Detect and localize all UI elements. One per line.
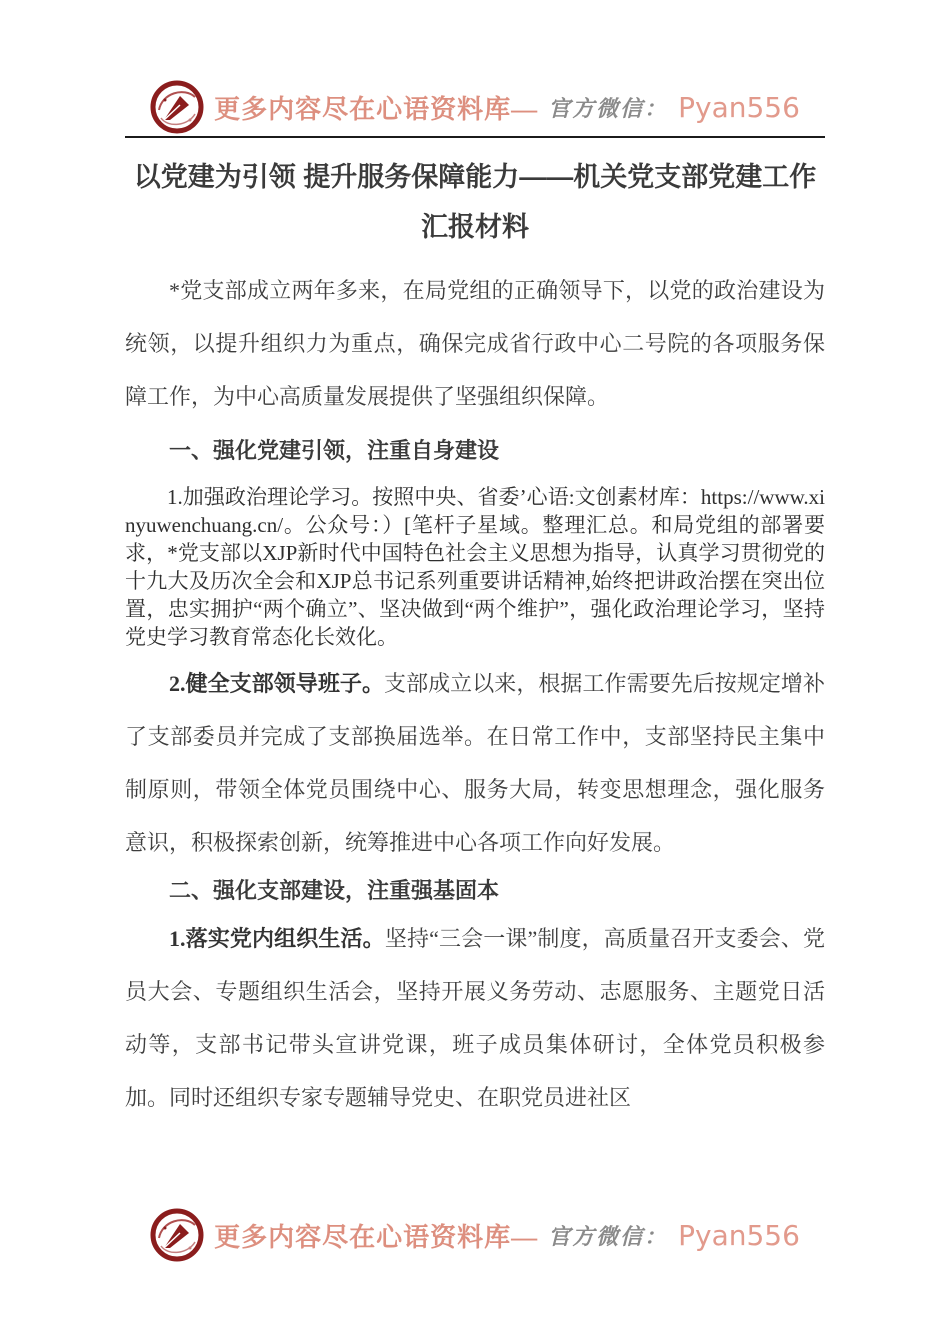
banner-wechat-label: 官方微信： — [548, 1223, 669, 1250]
header-banner — [125, 80, 825, 134]
banner-wechat-id: Pyan556 — [678, 1218, 800, 1252]
banner-wechat-label: 官方微信： — [548, 95, 669, 122]
banner-wechat-id: Pyan556 — [678, 90, 800, 124]
section-heading-1: 一、强化党建引领，注重自身建设 — [169, 438, 500, 463]
paragraph-theory-study: 1.加强政治理论学习。按照中央、省委’心语:文创素材库：https://www.xinyuwenchuang.cn/。公众号：）[笔杆子星域。整理汇总。和局党组的部署要求，*党支部以XJP新时代中国特色社会主义思想为指导，认真学习贯彻党的十九大及历次全会和XJP总书记系列重要讲话精神,始终把讲政治摆在突出位置，忠实拥护“两个确立”、坚决做到“两个维护”，强化政治理论学习，坚持党史学习教育常态化长效化。 — [125, 485, 825, 649]
paragraph-org-life — [125, 912, 825, 1124]
pen-nib-logo-icon — [150, 80, 204, 134]
paragraph-body-text: 支部成立以来，根据工作需要先后按规定增补了支部委员并完成了支部换届选举。在日常工作中，支部坚持民主集中制原则，带领全体党员围绕中心、服务大局，转变思想理念，强化服务意识，积极探索创新，统筹推进中心各项工作向好发展。 — [125, 671, 825, 855]
paragraph-body-text: 坚持“三会一课”制度，高质量召开支委会、党员大会、专题组织生活会，坚持开展义务劳动、志愿服务、主题党日活动等，支部书记带头宣讲党课，班子成员集体研讨，全体党员积极参加。同时还组织专家专题辅导党史、在职党员进社区 — [125, 926, 825, 1110]
paragraph-leadership-team — [125, 657, 825, 869]
footer-banner — [0, 1208, 950, 1262]
header-divider-line — [125, 136, 825, 138]
section-heading-2: 二、强化支部建设，注重强基固本 — [169, 878, 500, 903]
paragraph-lead-text: 1.落实党内组织生活。 — [169, 926, 385, 951]
banner-brand-text: 更多内容尽在心语资料库— — [214, 94, 539, 124]
document-title: 以党建为引领 提升服务保障能力——机关党支部党建工作汇报材料 — [133, 162, 817, 242]
paragraph-intro: *党支部成立两年多来，在局党组的正确领导下，以党的政治建设为统领，以提升组织力为重点，确保完成省行政中心二号院的各项服务保障工作，为中心高质量发展提供了坚强组织保障。 — [125, 278, 825, 409]
banner-brand-text: 更多内容尽在心语资料库— — [214, 1222, 539, 1252]
paragraph-lead-text: 2.健全支部领导班子。 — [169, 671, 385, 696]
pen-nib-logo-icon — [150, 1208, 204, 1262]
